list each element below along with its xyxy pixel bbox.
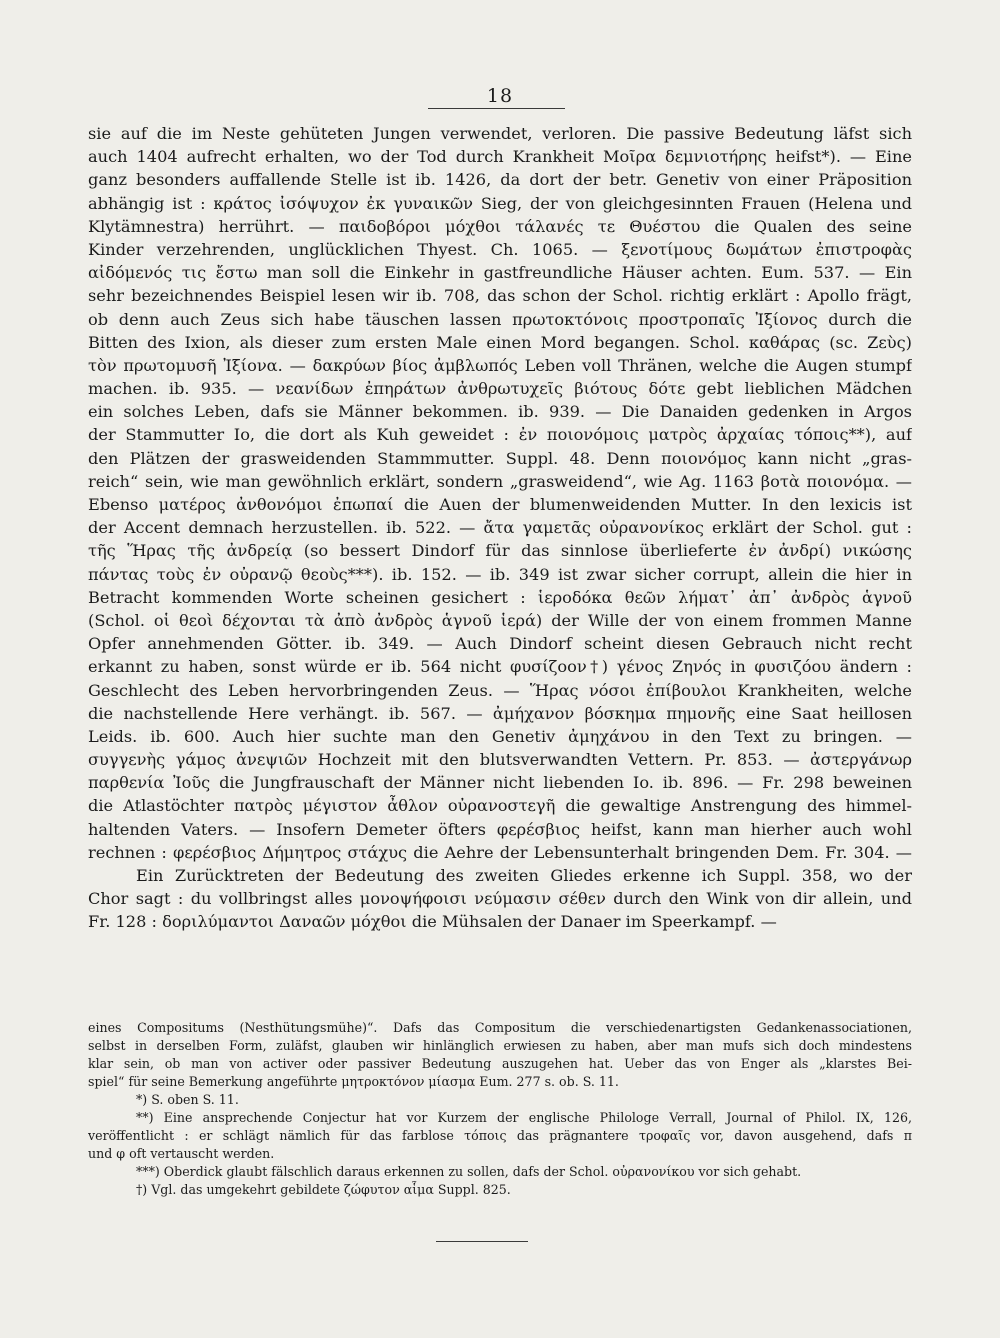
text-line: die Atlastöchter πατρὸς μέγιστον ἆθλον οὐρανοστεγῆ die gewaltige Anstrengung des himmel-: [88, 796, 912, 816]
text-line: Chor sagt : du vollbringst alles μονοψήφοισι νεύμασιν σέθεν durch den Wink von dir allein, und: [88, 889, 912, 909]
footnote-line: *) S. oben S. 11.: [136, 1092, 239, 1107]
text-line: τῆς Ἥρας τῆς ἀνδρείᾳ (so bessert Dindorf für das sinnlose überlieferte ἐν ἀνδρί) νικώσης: [88, 541, 912, 561]
footnote-line: veröffentlicht : er schlägt nämlich für das farblose τόποις das prägnantere τροφαῖς vor, davon ausgehend, dafs π: [88, 1128, 912, 1143]
text-line: haltenden Vaters. — Insofern Demeter öfters φερέσβιος heifst, kann man hierher auch wohl: [88, 819, 912, 839]
text-line: συγγενὴς γάμος ἀνεψιῶν Hochzeit mit den blutsverwandten Vettern. Pr. 853. — ἀστεργάνωρ: [88, 750, 912, 770]
text-line: Leids. ib. 600. Auch hier suchte man den Genetiv ἀμηχάνου in den Text zu bringen. —: [88, 726, 912, 746]
footnote-line: selbst in derselben Form, zuläfst, glauben wir hinlänglich erwiesen zu haben, aber man mufs sich doch mindestens: [88, 1038, 912, 1053]
text-line: Klytämnestra) herrührt. — παιδοβόροι μόχθοι τάλανές τε Θυέστου die Qualen des seine: [88, 216, 912, 236]
footnote-line: †) Vgl. das umgekehrt gebildete ζώφυτον αἷμα Suppl. 825.: [136, 1182, 511, 1197]
text-line: Fr. 128 : δοριλύμαντοι Δαναῶν μόχθοι die Mühsalen der Danaer im Speerkampf. —: [88, 912, 777, 932]
text-line: abhängig ist : κράτος ἰσόψυχον ἐκ γυναικῶν Sieg, der von gleichgesinnten Frauen (Helena und: [88, 193, 912, 213]
text-line: der Accent demnach herzustellen. ib. 522. — ἄτα γαμετᾶς οὐρανονίκος erklärt der Schol. gut :: [88, 518, 912, 538]
text-line: die nachstellende Here verhängt. ib. 567. — ἀμήχανον βόσκημα πημονῆς eine Saat heillosen: [88, 703, 912, 723]
text-line: ob denn auch Zeus sich habe täuschen lassen πρωτοκτόνοις προστροπαῖς Ἰξίονος durch die: [88, 309, 912, 329]
text-line: Geschlecht des Leben hervorbringenden Zeus. — Ἥρας νόσοι ἐπίβουλοι Krankheiten, welche: [88, 680, 912, 700]
text-line: ein solches Leben, dafs sie Männer bekommen. ib. 939. — Die Danaiden gedenken in Argos: [88, 402, 912, 422]
footnote-line: eines Compositums (Nesthütungsmühe)“. Dafs das Compositum die verschiedenartigsten Gedankenassociationen,: [88, 1020, 912, 1035]
bottom-rule: [436, 1241, 528, 1242]
text-line: Opfer annehmenden Götter. ib. 349. — Auch Dindorf scheint diesen Gebrauch nicht recht: [88, 634, 912, 654]
text-line: reich“ sein, wie man gewöhnlich erklärt, sondern „grasweidend“, wie Ag. 1163 βοτὰ ποιονόμα. —: [88, 471, 912, 491]
footnote-line: **) Eine ansprechende Conjectur hat vor Kurzem der englische Philologe Verrall, Journal of Philol. IX, 126,: [136, 1110, 912, 1125]
text-line: πάντας τοὺς ἐν οὐρανῷ θεοὺς***). ib. 152. — ib. 349 ist zwar sicher corrupt, allein die hier in: [88, 564, 912, 584]
page-number: 18: [486, 85, 514, 107]
footnote-line: spiel“ für seine Bemerkung angeführte μητροκτόνον μίασμα Eum. 277 s. ob. S. 11.: [88, 1074, 619, 1089]
text-line: (Schol. οἱ θεοὶ δέχονται τὰ ἀπὸ ἀνδρὸς ἁγνοῦ ἱερά) der Wille der von einem frommen Manne: [88, 610, 912, 630]
text-line: παρθενία Ἰοῦς die Jungfrauschaft der Männer nicht liebenden Io. ib. 896. — Fr. 298 beweinen: [88, 773, 912, 793]
text-line: ganz besonders auffallende Stelle ist ib. 1426, da dort der betr. Genetiv von einer Präposition: [88, 170, 912, 190]
text-line: der Stammutter Io, die dort als Kuh geweidet : ἐν ποιονόμοις ματρὸς ἀρχαίας τόποις**), auf: [88, 425, 912, 445]
text-line: rechnen : φερέσβιος Δήμητρος στάχυς die Aehre der Lebensunterhalt bringenden Dem. Fr. 304. —: [88, 842, 912, 862]
text-line: Ein Zurücktreten der Bedeutung des zweiten Gliedes erkenne ich Suppl. 358, wo der: [136, 866, 912, 885]
footnote-line: und φ oft vertauscht werden.: [88, 1146, 275, 1161]
text-line: erkannt zu haben, sonst würde er ib. 564 nicht φυσίζοον†) γένος Ζηνός in φυσιζόου ändern :: [88, 657, 912, 677]
text-line: Kinder verzehrenden, unglücklichen Thyest. Ch. 1065. — ξενοτίμους δωμάτων ἐπιστροφὰς: [88, 239, 912, 259]
text-line: Ebenso ματέρος ἀνθονόμοι ἐπωπαί die Auen der blumenweidenden Mutter. In den lexicis ist: [88, 495, 912, 514]
text-line: den Plätzen der grasweidenden Stammmutter. Suppl. 48. Denn ποιονόμος kann nicht „gras-: [88, 448, 912, 468]
footnote-line: ***) Oberdick glaubt fälschlich daraus erkennen zu sollen, dafs der Schol. οὐρανονίκου vor sich gehabt.: [136, 1164, 802, 1179]
text-line: αἰδόμενός τις ἔστω man soll die Einkehr in gastfreundliche Häuser achten. Eum. 537. — Ein: [88, 263, 912, 283]
text-line: Betracht kommenden Worte scheinen gesichert : ἱεροδόκα θεῶν λήματ᾽ ἀπ᾽ ἀνδρὸς ἁγνοῦ: [88, 587, 912, 607]
text-line: machen. ib. 935. — νεανίδων ἐπηράτων ἀνθρωτυχεῖς βιότους δότε gebt lieblichen Mädchen: [88, 379, 912, 399]
footnote-line: klar sein, ob man von activer oder passiver Bedeutung auszugehen hat. Ueber das von Enger als „klarstes Bei-: [88, 1056, 912, 1071]
text-line: sehr bezeichnendes Beispiel lesen wir ib. 708, das schon der Schol. richtig erklärt : Apollo frägt,: [88, 286, 912, 306]
text-line: τὸν πρωτομυσῆ Ἰξίονα. — δακρύων βίος ἀμβλωπός Leben voll Thränen, welche die Augen stumpf: [88, 355, 912, 375]
text-line: sie auf die im Neste gehüteten Jungen verwendet, verloren. Die passive Bedeutung läfst sich: [88, 124, 912, 143]
header-rule: [428, 108, 565, 109]
footnotes: [88, 1019, 912, 1199]
text-line: auch 1404 aufrecht erhalten, wo der Tod durch Krankheit Μοῖρα δεμνιοτήρης heifst*). — Eine: [88, 147, 912, 167]
text-line: Bitten des Ixion, als dieser zum ersten Male einen Mord begangen. Schol. καθάρας (sc. Ζεὺς): [88, 332, 912, 352]
main-text: [88, 122, 912, 934]
